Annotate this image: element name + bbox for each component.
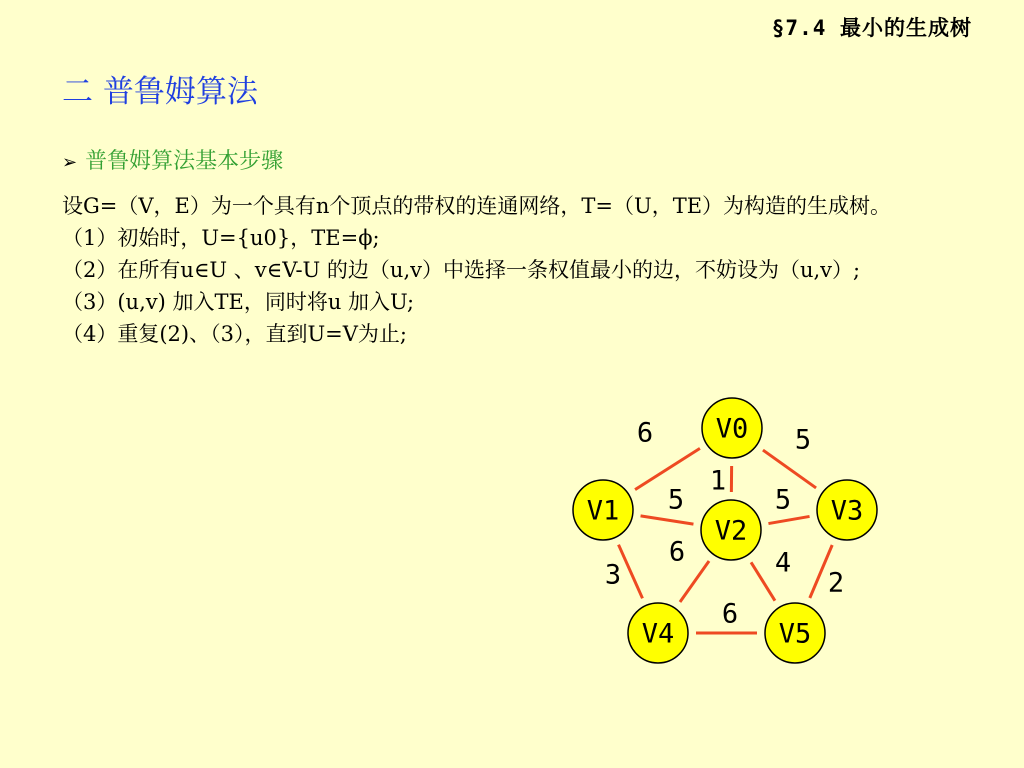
weight-v0-v1: 6: [636, 417, 654, 449]
node-v4: [628, 603, 688, 663]
node-label: V0: [715, 413, 749, 445]
subtitle-text: 普鲁姆算法基本步骤: [85, 149, 284, 174]
intro-paragraph: 设G=（V，E）为一个具有n个顶点的带权的连通网络，T=（U，TE）为构造的生成树。: [62, 194, 892, 218]
section-title: 二 普鲁姆算法: [62, 74, 258, 110]
edge-v0-v1: [635, 448, 700, 489]
section-header: §7.4 最小的生成树: [771, 16, 972, 40]
weight-v1-v4: 3: [604, 559, 622, 591]
node-label: V1: [586, 495, 620, 527]
weight-v2-v5: 4: [774, 547, 792, 579]
step-2: （2）在所有u∈U 、v∈V-U 的边（u,v）中选择一条权值最小的边，不妨设为（u,v）;: [62, 258, 861, 282]
weight-v0-v2: 1: [709, 465, 727, 497]
weight-v1-v2: 5: [667, 484, 685, 516]
arrow-bullet-icon: ➢: [62, 152, 78, 173]
node-label: V3: [830, 495, 864, 527]
weight-v2-v4: 6: [668, 536, 686, 568]
weight-v4-v5: 6: [721, 598, 739, 630]
edge-v2-v5: [751, 562, 775, 600]
edge-v0-v3: [763, 450, 816, 488]
weight-v3-v5: 2: [827, 567, 845, 599]
step-3: （3）(u,v) 加入TE，同时将u 加入U;: [62, 290, 415, 314]
node-label: V2: [714, 515, 748, 547]
node-v5: [765, 603, 825, 663]
step-4: （4）重复(2)、（3），直到U=V为止;: [62, 322, 408, 346]
node-v2: [701, 500, 761, 560]
weight-v0-v3: 5: [794, 424, 812, 456]
node-label: V5: [778, 618, 812, 650]
edge-v1-v2: [641, 516, 694, 524]
edge-v2-v3: [768, 516, 809, 523]
node-v3: [817, 480, 877, 540]
node-v1: [573, 480, 633, 540]
step-1: （1）初始时，U={u0}，TE=ϕ;: [62, 226, 380, 250]
weight-v2-v3: 5: [774, 484, 792, 516]
node-label: V4: [641, 618, 675, 650]
edge-v1-v4: [619, 545, 643, 599]
node-v0: [702, 398, 762, 458]
